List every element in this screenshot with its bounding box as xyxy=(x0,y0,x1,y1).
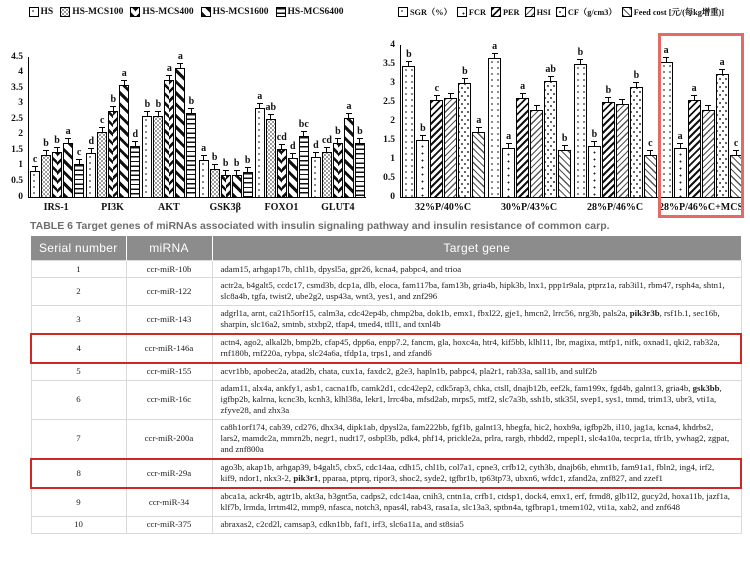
legend-label: HS-MCS6400 xyxy=(287,7,344,17)
legend-swatch-icon xyxy=(622,7,632,17)
legend-item xyxy=(60,7,123,17)
x-tick-label: 30%P/43%C xyxy=(500,202,558,213)
significance-letter: b xyxy=(211,152,218,163)
legend-label: HS-MCS400 xyxy=(142,7,194,17)
error-bar xyxy=(434,95,440,101)
bar xyxy=(602,85,615,197)
legend-label: PER xyxy=(502,7,520,17)
significance-letter: a xyxy=(476,115,482,127)
error-bar xyxy=(32,166,38,172)
y-tick-label: 4 xyxy=(390,39,395,50)
x-axis-labels xyxy=(400,198,744,216)
legend-swatch-icon xyxy=(398,7,408,17)
error-bar xyxy=(313,152,319,158)
significance-letter: c xyxy=(76,147,82,159)
error-bar xyxy=(132,141,138,147)
significance-letter: b xyxy=(222,158,229,170)
bar xyxy=(644,138,657,197)
significance-letter: a xyxy=(691,83,697,95)
error-bar xyxy=(548,76,554,82)
table-row xyxy=(31,488,741,516)
bar-group xyxy=(573,47,659,197)
mirna-cell: ccr-miR-143 xyxy=(126,305,212,333)
error-bar xyxy=(534,105,540,111)
bar xyxy=(30,153,40,197)
serial-number-cell: 2 xyxy=(31,277,126,305)
x-tick-label: GSK3β xyxy=(209,202,241,213)
significance-letter: b xyxy=(357,125,363,137)
significance-letter: a xyxy=(520,81,526,93)
x-axis-labels xyxy=(28,198,366,216)
legend-label: FCR xyxy=(468,7,486,17)
error-bar xyxy=(223,170,229,176)
mirna-cell: ccr-miR-34 xyxy=(126,488,212,516)
significance-letter: a xyxy=(677,130,683,142)
serial-number-cell: 8 xyxy=(31,459,126,488)
table-row xyxy=(31,459,741,488)
bar xyxy=(444,98,457,197)
bar xyxy=(265,102,277,197)
chart-legend xyxy=(372,4,750,20)
bar-group xyxy=(85,68,141,197)
y-tick-label: 1.5 xyxy=(383,134,395,145)
bar-group xyxy=(141,50,197,197)
serial-number-cell: 4 xyxy=(31,334,126,363)
table-header xyxy=(31,236,741,261)
significance-letter: b xyxy=(155,99,162,111)
target-gene-cell: adam11, alx4a, ankfy1, asb1, cacna1fb, camk2d1, cdc42ep2, cdk5rap3, chka, ctsll, dnajb12b, eef2k, fam199x, fgd4b, galnt13, gria4b, gsk3bb, igfbp2b, kalrna, kcnc3b, kcnh3, klhl38a, lekr1, lrrc4ba, mfsd2ab, mrps5, mtf2, slc7a3b, ssh1b, stk35l, svep1, sys1, tnmd, trim13, ubr3, vti1a, zfyve28, and zhx3a xyxy=(212,380,741,419)
error-bar xyxy=(177,63,183,69)
error-bar xyxy=(76,159,82,165)
significance-letter: a xyxy=(346,100,352,112)
bar xyxy=(288,141,298,197)
legend-item xyxy=(276,7,344,17)
error-bar xyxy=(234,170,240,176)
error-bar xyxy=(65,138,71,144)
error-bar xyxy=(476,127,482,133)
table-row xyxy=(31,261,741,278)
significance-letter: a xyxy=(65,125,71,137)
x-tick-label: 28%P/46%C xyxy=(586,202,644,213)
legend-label: CF（g/cm3） xyxy=(567,8,617,17)
x-tick-label: 32%P/40%C xyxy=(414,202,472,213)
error-bar xyxy=(110,106,116,112)
legend-swatch-icon xyxy=(201,7,211,17)
y-tick-label: 3 xyxy=(18,97,23,108)
serial-number-cell: 1 xyxy=(31,261,126,278)
table-row xyxy=(31,334,741,363)
error-bar xyxy=(733,150,739,156)
error-bar xyxy=(144,111,150,117)
x-tick-label: 28%P/46%C+MCS xyxy=(658,202,744,213)
gene-expression-bar-chart xyxy=(0,0,372,216)
plot-row xyxy=(0,50,372,202)
error-bar xyxy=(520,93,526,99)
y-tick-label: 2.5 xyxy=(383,96,395,107)
bar-group xyxy=(254,91,310,197)
y-axis xyxy=(372,39,400,202)
bar xyxy=(255,91,265,197)
x-tick-label: PI3K xyxy=(101,202,124,213)
significance-letter: d xyxy=(313,139,319,151)
bar xyxy=(321,134,332,197)
significance-letter: b xyxy=(233,158,240,170)
significance-letter: b xyxy=(605,85,612,96)
target-genes-table xyxy=(30,236,742,534)
error-bar xyxy=(245,167,251,173)
error-bar xyxy=(677,143,683,149)
bar xyxy=(153,99,163,197)
significance-letter: cd xyxy=(276,131,287,143)
significance-letter: b xyxy=(561,132,568,144)
bar xyxy=(164,63,174,197)
error-bar xyxy=(705,105,711,111)
error-bar xyxy=(43,150,49,156)
significance-letter: a xyxy=(201,142,207,154)
legend-label: HS xyxy=(40,7,54,17)
target-gene-cell: actn4, ago2, alkal2b, bmp2b, cfap45, dpp6a, enpp7.2, fancm, gla, hoxc4a, htr4, kif5bb, klhl11, lbr, magixa, mtfp1, nifk, oxnad1, qki2, rab32a, rnf180b, rnf220a, rybpa, slc24a6a, tfdp1a, trps1, and zfand6 xyxy=(212,334,741,363)
bar xyxy=(344,100,354,197)
significance-letter: b xyxy=(43,138,49,149)
error-bar xyxy=(346,113,352,119)
y-tick-label: 1 xyxy=(18,160,23,171)
target-gene-cell: actr2a, b4galt5, ccdc17, csmd3b, dcp1a, dlb, eloca, fam117ba, fam13b, gria4b, hipk3b, lnx1, ppp1r9ala, ptprz1a, rab3il1, rbm47, rsph4a, shtn1, slc8a4b, tgfa, twist2, ube2g2, usp43a, wnt3, yes1, and znf296 xyxy=(212,277,741,305)
table-row xyxy=(31,277,741,305)
legend-swatch-icon xyxy=(60,7,70,17)
bar-group xyxy=(198,142,254,197)
bar xyxy=(86,136,96,197)
significance-letter: bc xyxy=(298,119,309,131)
plot-area xyxy=(400,41,744,198)
error-bar xyxy=(633,82,639,88)
bar xyxy=(574,47,587,197)
mirna-cell: ccr-miR-375 xyxy=(126,516,212,533)
legend-label: HS-MCS1600 xyxy=(212,7,269,17)
significance-letter: a xyxy=(719,56,725,68)
bar-group xyxy=(401,48,487,197)
y-tick-label: 4 xyxy=(18,66,23,77)
bar xyxy=(458,66,471,197)
error-bar xyxy=(268,114,274,120)
mirna-cell: ccr-miR-16c xyxy=(126,380,212,419)
serial-number-cell: 7 xyxy=(31,419,126,458)
y-tick-label: 1.5 xyxy=(11,144,23,155)
error-bar xyxy=(591,141,597,147)
error-bar xyxy=(212,164,218,170)
bar xyxy=(674,130,687,197)
bar xyxy=(210,152,220,197)
significance-letter: c xyxy=(434,83,440,95)
target-gene-cell: ago3b, akap1b, arhgap39, b4galt5, cbx5, cdc14aa, cdh15, chl1b, col7a1, cpne3, crfb12, cyth3b, dnajb6b, ehmt1b, fam91a1, fbln2, ing4, irf2, kif9, ndor1, nkx3-2, pik3r1, pparaa, ptprq, ripor3, shoc2, syde2, tgfbr1b, tp63tp73, ubxn6, wfdc1, zfand2a, znf827, and zzef1 xyxy=(212,459,741,488)
bar xyxy=(502,130,515,197)
target-gene-cell: abraxas2, c2cd2l, camsap3, cdkn1bb, faf1, irf3, slc6a11a, and st8sia5 xyxy=(212,516,741,533)
plot-row xyxy=(372,39,750,202)
legend-swatch-icon xyxy=(556,7,566,17)
bar xyxy=(472,115,485,197)
error-bar xyxy=(577,59,583,65)
y-tick-label: 2 xyxy=(390,115,395,126)
bar xyxy=(142,99,152,197)
charts-row xyxy=(0,0,750,216)
bar xyxy=(588,128,601,197)
significance-letter: ab xyxy=(265,102,277,114)
significance-letter: d xyxy=(88,136,95,148)
significance-letter: c xyxy=(733,138,739,150)
y-tick-label: 3 xyxy=(390,77,395,88)
column-header: Target gene xyxy=(212,236,741,261)
target-gene-cell: abca1a, ackr4b, agtr1b, akt3a, b3gnt5a, cadps2, cdc14aa, cnih3, cntn1a, crfb1, ctdsp1, dock4, emx1, erf, frmd8, glb1l2, gucy2d, hoxa11b, jazf1a, klf7b, lrmda, lrrtm4l2, mmp9, nfasca, notch3, npas4l, rab43, rasa1a, slc13a3, sptbn4a, tgfbrap1, tmem102, vti1a, xab2, and znf648 xyxy=(212,488,741,516)
bar-group xyxy=(29,125,85,197)
error-bar xyxy=(54,147,60,153)
legend-swatch-icon xyxy=(276,7,286,17)
serial-number-cell: 5 xyxy=(31,363,126,380)
significance-letter: a xyxy=(121,68,127,79)
bar xyxy=(616,104,629,197)
mirna-cell: ccr-miR-146a xyxy=(126,334,212,363)
bar xyxy=(333,125,343,197)
table-title: TABLE 6 Target genes of miRNAs associated with insulin signaling pathway and insulin resistance of common carp. xyxy=(30,220,610,232)
x-tick-label: FOXO1 xyxy=(264,202,299,213)
bar-group xyxy=(487,41,573,197)
x-tick-label: IRS-1 xyxy=(43,202,69,213)
bar xyxy=(130,128,140,197)
legend-item xyxy=(525,7,551,17)
bar xyxy=(544,64,557,197)
legend-item xyxy=(556,6,617,18)
mirna-cell: ccr-miR-29a xyxy=(126,459,212,488)
error-bar xyxy=(357,138,363,144)
significance-letter: b xyxy=(591,128,598,140)
significance-letter: a xyxy=(177,50,183,62)
significance-letter: ab xyxy=(545,64,556,76)
legend-swatch-icon xyxy=(491,7,501,17)
bar xyxy=(175,50,185,197)
column-header: miRNA xyxy=(126,236,212,261)
error-bar xyxy=(663,57,669,63)
error-bar xyxy=(290,153,296,159)
bar xyxy=(488,41,501,197)
bar xyxy=(430,83,443,197)
significance-letter: c xyxy=(32,153,38,165)
significance-letter: b xyxy=(188,96,195,107)
bar xyxy=(74,147,84,197)
bar-group xyxy=(310,100,366,197)
error-bar xyxy=(719,69,725,75)
error-bar xyxy=(492,53,498,59)
error-bar xyxy=(88,148,94,154)
bar xyxy=(298,119,309,197)
legend-item xyxy=(622,6,724,18)
serial-number-cell: 3 xyxy=(31,305,126,333)
legend-item xyxy=(398,6,452,18)
error-bar xyxy=(166,75,172,81)
plot-area xyxy=(28,50,366,198)
error-bar xyxy=(506,143,512,149)
y-tick-label: 2 xyxy=(18,129,23,140)
significance-letter: b xyxy=(144,99,151,111)
legend-swatch-icon xyxy=(29,7,39,17)
table-row xyxy=(31,380,741,419)
bar xyxy=(97,114,107,197)
serial-number-cell: 10 xyxy=(31,516,126,533)
bar xyxy=(119,68,129,197)
error-bar xyxy=(605,97,611,103)
bar xyxy=(730,138,743,197)
legend-item xyxy=(130,7,193,17)
legend-item xyxy=(491,7,520,17)
target-gene-cell: acvr1bb, apobec2a, atad2b, chata, cux1a, faxdc2, g2e3, hapln1b, pabpc4, pla2r1, rab33a, sall1b, and sulf2b xyxy=(212,363,741,380)
significance-letter: c xyxy=(100,114,105,126)
significance-letter: d xyxy=(289,141,296,153)
legend-swatch-icon xyxy=(457,7,467,17)
legend-item xyxy=(457,7,486,17)
y-tick-label: 0.5 xyxy=(383,172,395,183)
error-bar xyxy=(301,131,307,137)
significance-letter: d xyxy=(132,128,139,140)
legend-swatch-icon xyxy=(130,7,140,17)
legend-label: HSI xyxy=(536,7,551,17)
significance-letter: a xyxy=(663,45,669,57)
table-row xyxy=(31,363,741,380)
error-bar xyxy=(201,155,207,161)
significance-letter: b xyxy=(335,125,341,137)
error-bar xyxy=(406,61,412,67)
error-bar xyxy=(647,150,653,156)
mirna-cell: ccr-miR-10b xyxy=(126,261,212,278)
error-bar xyxy=(257,103,263,109)
bar xyxy=(41,138,51,197)
error-bar xyxy=(691,95,697,101)
significance-letter: b xyxy=(420,123,426,134)
error-bar xyxy=(420,135,426,141)
error-bar xyxy=(279,144,285,150)
bar xyxy=(716,56,729,198)
bar xyxy=(630,69,643,197)
mirna-cell: ccr-miR-155 xyxy=(126,363,212,380)
bar xyxy=(355,125,365,197)
significance-letter: b xyxy=(54,134,60,146)
legend-swatch-icon xyxy=(525,7,535,17)
bar xyxy=(243,155,253,197)
table-row xyxy=(31,419,741,458)
legend-label: SGR（%） xyxy=(409,8,452,17)
bar xyxy=(702,110,715,197)
bar xyxy=(660,45,673,197)
error-bar xyxy=(448,93,454,99)
significance-letter: b xyxy=(633,69,640,81)
table-row xyxy=(31,305,741,333)
significance-letter: b xyxy=(406,48,412,60)
serial-number-cell: 9 xyxy=(31,488,126,516)
significance-letter: cd xyxy=(321,134,332,146)
y-tick-label: 3.5 xyxy=(383,58,395,69)
x-tick-label: GLUT4 xyxy=(321,202,355,213)
bar xyxy=(530,110,543,197)
significance-letter: b xyxy=(244,155,251,167)
bar xyxy=(52,134,62,197)
mirna-cell: ccr-miR-122 xyxy=(126,277,212,305)
bar xyxy=(108,94,118,197)
y-tick-label: 3.5 xyxy=(11,82,23,93)
bar xyxy=(516,81,529,197)
significance-letter: a xyxy=(506,130,512,142)
error-bar xyxy=(562,145,568,151)
significance-letter: a xyxy=(492,41,498,53)
bar xyxy=(63,125,73,197)
target-gene-cell: ca8h1orf174, cab39, cd276, dhx34, dipk1ab, dpysl2a, fam222bb, fgf1b, galnt13, hbegfa, hic2, hoxb9a, igfbp2b, il10, jag1a, kcna4, khdrbs2, lars2, mamdc2a, mmrn2b, negr1, nudt17, osbpl3b, pdk4, phf14, prickle2a, prlra, rargb, rhbdd2, rnpepl1, slc4a10a, tecpr1a, tfr1b, ywhag2, zgpat, and znf800a xyxy=(212,419,741,458)
bar xyxy=(311,139,321,197)
error-bar xyxy=(188,108,194,114)
y-tick-label: 1 xyxy=(390,153,395,164)
y-tick-label: 0 xyxy=(390,191,395,202)
y-axis xyxy=(0,51,28,202)
error-bar xyxy=(462,78,468,84)
target-gene-cell: adam15, arhgap17b, chl1b, dpysl5a, gpr26, kcna4, pabpc4, and trioa xyxy=(212,261,741,278)
significance-letter: a xyxy=(166,63,172,75)
table-section xyxy=(0,216,750,534)
y-tick-label: 2.5 xyxy=(11,113,23,124)
bar xyxy=(276,131,287,197)
significance-letter: b xyxy=(462,66,468,77)
mirna-cell: ccr-miR-200a xyxy=(126,419,212,458)
significance-letter: a xyxy=(257,91,263,103)
error-bar xyxy=(99,127,105,133)
significance-letter: b xyxy=(110,94,117,106)
error-bar xyxy=(619,99,625,105)
bar xyxy=(416,123,429,197)
target-gene-cell: adgrl1a, arnt, ca21h5orf15, calm3a, cdc42ep4b, chmp2ba, dok1b, emx1, fbxl22, gje1, hmcn2, lrrc56, nrg3b, pals2a, pik3r3b, rsf1b.1, sec16b, sharpin, slc16a2, smtnb, stxbp2, tfap4, tmed4, ttll1, and txnl4b xyxy=(212,305,741,333)
x-tick-label: AKT xyxy=(157,202,180,213)
y-tick-label: 4.5 xyxy=(11,51,23,62)
bar xyxy=(232,158,242,197)
growth-performance-bar-chart xyxy=(372,0,750,216)
significance-letter: b xyxy=(577,47,584,58)
bar-group xyxy=(658,45,744,197)
y-tick-label: 0 xyxy=(18,191,23,202)
table-row xyxy=(31,516,741,533)
bar xyxy=(558,132,571,198)
error-bar xyxy=(335,138,341,144)
bar xyxy=(688,83,701,197)
bar xyxy=(402,48,415,197)
serial-number-cell: 6 xyxy=(31,380,126,419)
legend-item xyxy=(29,7,54,17)
legend-label: HS-MCS100 xyxy=(72,7,124,17)
bar xyxy=(199,142,209,197)
bar xyxy=(186,96,196,197)
legend-item xyxy=(201,7,269,17)
legend-label: Feed cost [元/(每kg增重)] xyxy=(633,8,725,17)
column-header: Serial number xyxy=(31,236,126,261)
chart-legend xyxy=(0,4,372,20)
error-bar xyxy=(121,80,127,86)
bar xyxy=(221,158,231,197)
error-bar xyxy=(155,111,161,117)
error-bar xyxy=(324,147,330,153)
y-tick-label: 0.5 xyxy=(11,175,23,186)
significance-letter: c xyxy=(648,138,653,150)
